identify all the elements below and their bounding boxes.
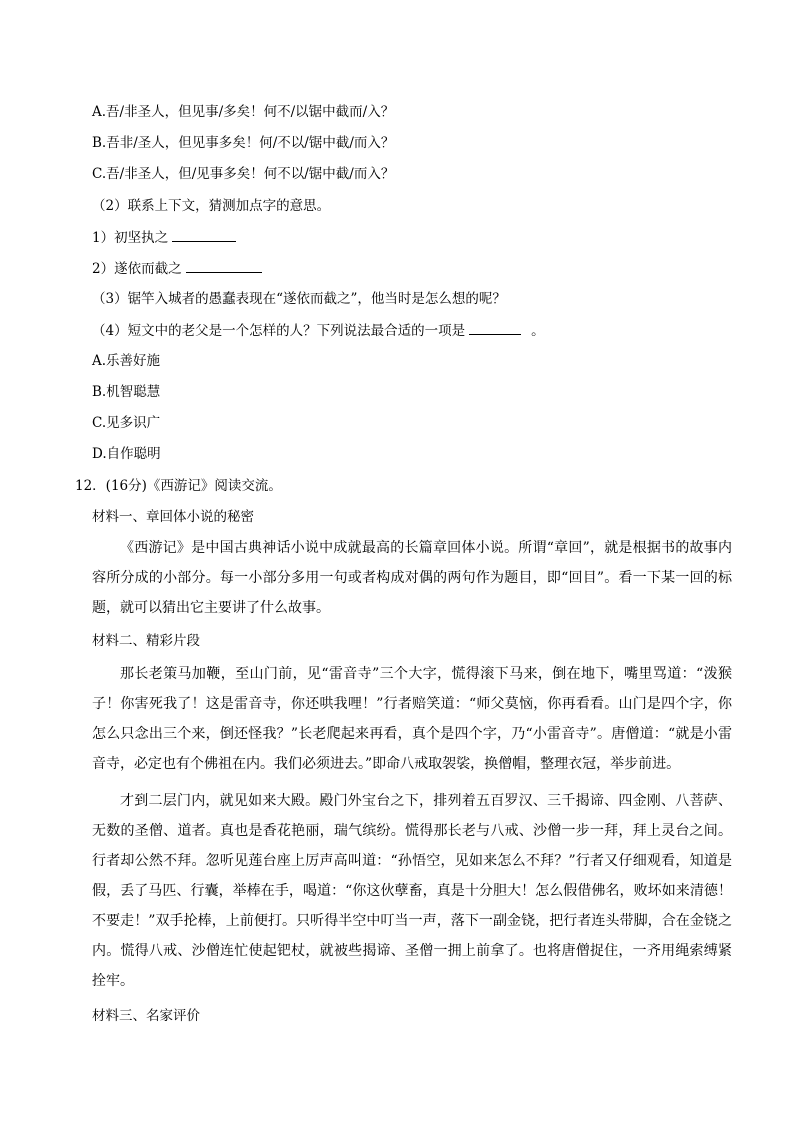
choice-d: D.自作聪明 [92, 446, 161, 462]
answer-blank[interactable] [186, 258, 262, 273]
sub2-item-1-label: 1）初坚执之 [92, 230, 169, 246]
sub4-text: （4）短文中的老父是一个怎样的人？下列说法最合适的一项是 [92, 323, 466, 339]
option-c: C.吾/非圣人，但/见事多矣！何不以/锯中截/而入？ [92, 166, 395, 182]
material-2-paragraph-2: 才到二层门内，就见如来大殿。殿门外宝台之下，排列着五百罗汉、三千揭谛、四金刚、八菩萨、无数的圣僧、道者。真也是香花艳丽，瑞气缤纷。慌得那长老与八戒、沙僧一步一拜，拜上灵台之间。行者却公然不拜。忽听见莲台座上厉声高叫道：“孙悟空，见如来怎么不拜？”行者又仔细观看，知道是假，丢了马匹、行囊，举棒在手，喝道：“你这伙孽畜，真是十分胆大！怎么假借佛名，败坏如来清德！不要走！”双手抡棒，上前便打。只听得半空中叮当一声，落下一副金铙，把行者连头带脚，合在金铙之内。慌得八戒、沙僧连忙使起钯杖，就被些揭谛、圣僧一拥上前拿了。也将唐僧捉住，一齐用绳索缚紧拴牢。 [92, 793, 732, 989]
choice-c: C.见多识广 [92, 415, 161, 431]
option-a: A.吾/非圣人，但见事/多矣！何不/以锯中截而/入？ [92, 104, 395, 120]
material-1-text: 《西游记》是中国古典神话小说中成就最高的长篇章回体小说。所谓“章回”，就是根据书的故事内容所分成的小部分。每一小部分多用一句或者构成对偶的两句作为题目，即“回目”。看一下某一回的标题，就可以猜出它主要讲了什么故事。 [92, 540, 732, 616]
material-2-paragraph-1: 那长老策马加鞭，至山门前，见“雷音寺”三个大字，慌得滚下马来，倒在地下，嘴里骂道：“泼猴子！你害死我了！这是雷音寺，你还哄我哩！”行者赔笑道：“师父莫恼，你再看看。山门是四个字，你怎么只念出三个来，倒还怪我？”长老爬起来再看，真个是四个字，乃“小雷音寺”。唐僧道：“就是小雷音寺，必定也有个佛祖在内。我们必须进去。”即命八戒取袈裟，换僧帽，整理衣冠，举步前进。 [92, 666, 732, 772]
sub-question-2: （2）联系上下文，猜测加点字的意思。 [92, 198, 331, 214]
answer-blank[interactable] [172, 227, 236, 242]
material-2-title: 材料二、精彩片段 [92, 633, 200, 649]
option-b: B.吾非/圣人，但见事多矣！何/不以/锯中截/而入？ [92, 135, 395, 151]
material-1-title: 材料一、章回体小说的秘密 [92, 509, 254, 525]
sub4-period: 。 [531, 323, 545, 339]
sub2-item-1 [92, 227, 236, 248]
answer-blank[interactable] [469, 320, 521, 335]
sub-question-4 [92, 320, 545, 341]
sub2-item-2 [92, 258, 262, 279]
question-12-heading: 12．(16分)《西游记》阅读交流。 [75, 478, 282, 494]
material-3-title: 材料三、名家评价 [92, 1008, 200, 1024]
sub2-item-2-label: 2）遂依而截之 [92, 261, 182, 277]
choice-a: A.乐善好施 [92, 353, 161, 369]
sub-question-3: （3）锯竿入城者的愚蠢表现在“遂依而截之”，他当时是怎么想的呢？ [92, 291, 506, 307]
choice-b: B.机智聪慧 [92, 384, 161, 400]
